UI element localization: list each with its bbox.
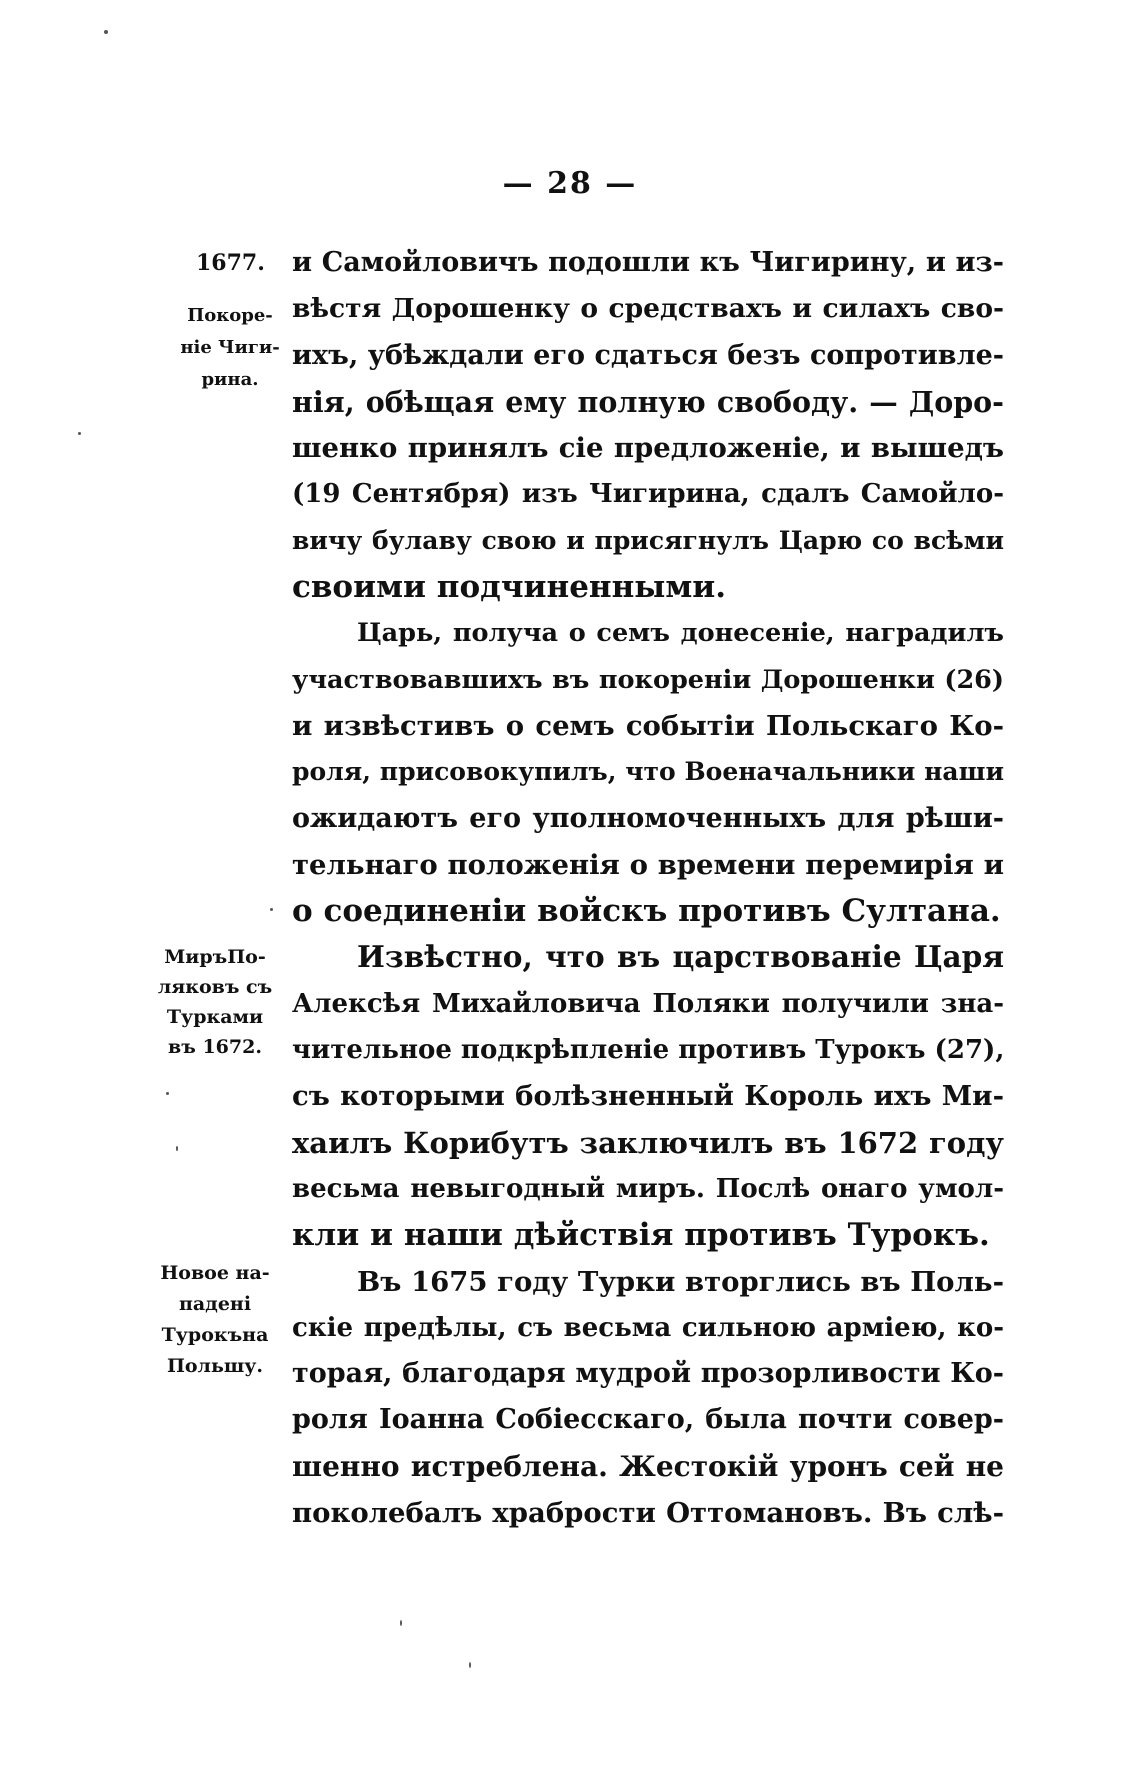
margin-note-peace	[150, 942, 280, 1062]
margin-note-chigirin	[178, 300, 282, 396]
scan-speck	[270, 908, 273, 911]
text-line: хаилъ Корибутъ заключилъ въ 1672 году	[292, 1125, 1004, 1160]
text-line: о соединеніи войскъ противъ Султана.	[292, 893, 1001, 930]
text-line: Алексѣя Михайловича Поляки получили зна-	[292, 988, 1004, 1019]
margin-note-line: ляковъ съ	[157, 976, 273, 998]
text-line: роля Іоанна Собіесскаго, была почти совер-	[292, 1404, 1004, 1436]
margin-note-invasion	[150, 1258, 280, 1382]
margin-note-line: Турками	[166, 1006, 264, 1028]
text-line: Извѣстно, что въ царствованіе Царя	[357, 939, 1004, 975]
text-line: Въ 1675 году Турки вторглись въ Поль-	[357, 1265, 1004, 1298]
scan-speck	[469, 1662, 471, 1668]
margin-note-line: МиръПо-	[164, 946, 266, 968]
margin-note-year-text: 1677.	[196, 250, 265, 276]
text-line: кли и наши дѣйствія противъ Турокъ.	[292, 1217, 990, 1254]
margin-note-line: рина.	[201, 369, 259, 390]
text-line: Царь, получа о семъ донесеніе, наградилъ	[357, 618, 1004, 649]
text-line: чительное подкрѣпленіе противъ Турокъ (27),	[292, 1035, 1005, 1066]
text-line: поколебалъ храбрости Оттомановъ. Въ слѣ-	[292, 1497, 1004, 1530]
scan-speck	[166, 1092, 169, 1095]
page-number: — 28 —	[502, 166, 638, 201]
text-line: торая, благодаря мудрой прозорливости Ко-	[292, 1358, 1004, 1390]
margin-note-line: Польшу.	[166, 1355, 264, 1377]
text-line: роля, присовокупилъ, что Военачальники наши	[292, 757, 1004, 787]
scan-speck	[176, 1146, 178, 1151]
text-line: съ которыми болѣзненный Король ихъ Ми-	[292, 1080, 1004, 1113]
text-line: тельнаго положенія о времени перемирія и	[292, 848, 1004, 881]
margin-note-line: ніе Чиги-	[180, 337, 280, 358]
text-line: скіе предѣлы, съ весьма сильною арміею, ко-	[292, 1312, 1004, 1343]
text-line: своими подчиненными.	[292, 569, 727, 606]
margin-note-line: падені	[178, 1293, 252, 1315]
text-line: шенко принялъ сіе предложеніе, и вышедъ	[292, 432, 1004, 465]
text-line: вичу булаву свою и присягнулъ Царю со всѣми	[292, 525, 1004, 555]
text-line: участвовавшихъ въ покореніи Дорошенки (26)	[292, 664, 1004, 695]
text-line: ихъ, убѣждали его сдаться безъ сопротивле-	[292, 339, 1004, 371]
margin-note-line: въ 1672.	[168, 1036, 262, 1058]
text-line: вѣстя Дорошенку о средствахъ и силахъ сво-	[292, 293, 1004, 325]
scan-speck	[78, 432, 81, 435]
margin-note-line: Покоре-	[187, 305, 273, 326]
text-line: и извѣстивъ о семъ событіи Польскаго Ко-	[292, 709, 1004, 742]
main-text	[292, 240, 1004, 1536]
text-line: (19 Сентября) изъ Чигирина, сдалъ Самойло-	[292, 479, 1004, 510]
text-line: и Самойловичъ подошли къ Чигирину, и из-	[292, 247, 1004, 278]
text-line: ожидаютъ его уполномоченныхъ для рѣши-	[292, 802, 1004, 834]
text-line: нія, обѣщая ему полную свободу. — Доро-	[292, 384, 1004, 419]
margin-note-line: Новое на-	[160, 1262, 270, 1284]
margin-note-line: Турокъна	[161, 1324, 269, 1346]
text-line: весьма невыгодный миръ. Послѣ онаго умол-	[292, 1173, 1004, 1204]
scan-speck	[104, 30, 108, 34]
margin-note-year	[196, 250, 265, 276]
scan-speck	[400, 1620, 402, 1626]
text-line: шенно истреблена. Жестокій уронъ сей не	[292, 1449, 1004, 1483]
